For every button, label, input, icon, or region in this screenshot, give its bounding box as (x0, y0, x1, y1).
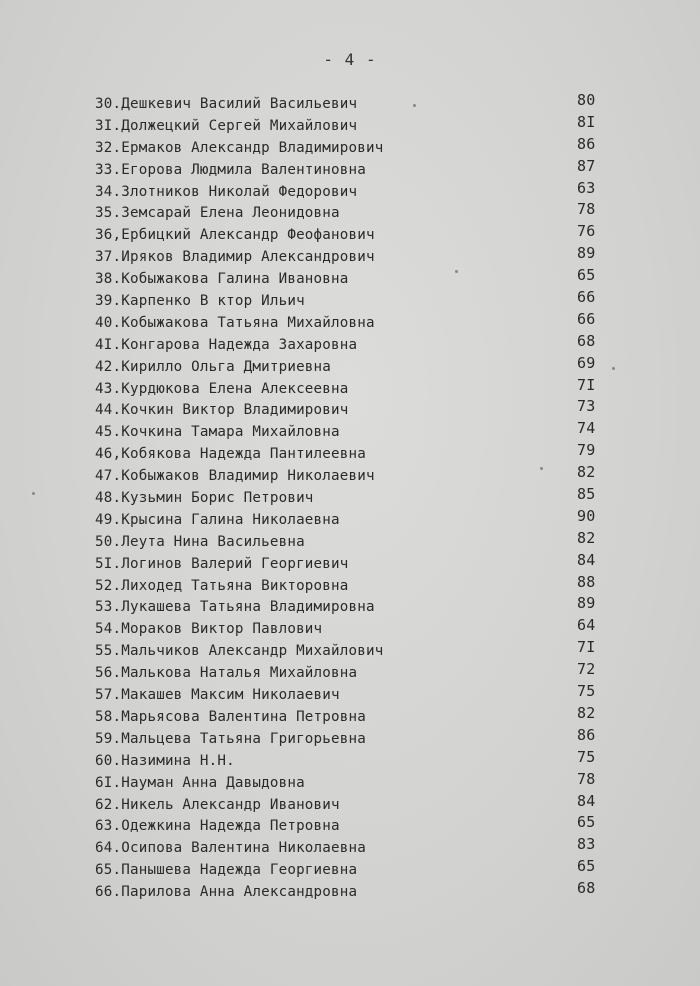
person-name: Кобякова Надежда Пантилеевна (121, 446, 366, 463)
score-value: 86 (577, 134, 596, 153)
score-value: 78 (577, 200, 596, 219)
item-number: 48. (95, 490, 122, 507)
list-item (95, 725, 615, 751)
list-item (95, 331, 615, 357)
score-value: 7I (577, 638, 596, 657)
item-number: 55. (95, 643, 122, 660)
list-item (95, 397, 615, 422)
list-item (95, 616, 615, 641)
list-item (95, 156, 615, 182)
score-value: 65 (577, 857, 596, 876)
list-item (95, 266, 615, 291)
list-item (95, 660, 615, 685)
list-item (95, 791, 615, 817)
list-item (95, 528, 615, 554)
person-name: Одежкина Надежда Петровна (121, 818, 340, 835)
person-name: Панышева Надежда Георгиевна (121, 862, 358, 879)
score-value: 73 (577, 397, 596, 416)
item-number: 49. (95, 511, 122, 528)
item-number: 36, (95, 227, 122, 244)
ink-speck (612, 367, 615, 370)
person-name: Ермаков Александр Владимирович (121, 139, 384, 156)
item-number: 57. (95, 687, 122, 704)
item-number: 65. (95, 862, 122, 879)
item-number: 30. (95, 96, 122, 112)
item-number: 42. (95, 358, 122, 375)
item-number: 46, (95, 446, 122, 463)
score-value: 84 (577, 550, 596, 569)
list-item (95, 309, 615, 335)
person-name: Злотников Николай Федорович (121, 183, 358, 200)
person-name: Егорова Людмила Валентиновна (121, 161, 366, 178)
person-name: Никель Александр Иванович (121, 796, 340, 813)
person-name: Кобыжакова Татьяна Михайловна (121, 314, 375, 331)
person-name: Леута Нина Васильевна (121, 533, 305, 550)
list-item (95, 134, 615, 160)
score-value: 80 (577, 91, 596, 109)
ink-speck (413, 104, 416, 107)
item-number: 52. (95, 577, 122, 594)
item-number: 37. (95, 249, 122, 266)
item-number: 33. (95, 161, 122, 178)
item-number: 39. (95, 293, 122, 310)
list-item (95, 835, 615, 860)
list-item (95, 485, 615, 510)
score-value: 74 (577, 419, 596, 438)
item-number: 54. (95, 621, 122, 638)
score-value: 82 (577, 528, 596, 547)
list-item (95, 353, 615, 379)
name-score-list (95, 91, 615, 904)
item-number: 58. (95, 708, 122, 725)
score-value: 69 (577, 353, 596, 372)
list-item (95, 375, 615, 401)
list-item (95, 703, 615, 729)
list-item (95, 463, 615, 488)
list-item (95, 879, 615, 904)
score-value: 89 (577, 244, 596, 263)
list-item (95, 769, 615, 795)
list-item (95, 572, 615, 598)
score-value: 84 (577, 791, 596, 810)
person-name: Назимина Н.Н. (121, 752, 235, 769)
person-name: Осипова Валентина Николаевна (121, 840, 366, 857)
item-number: 32. (95, 139, 122, 156)
score-value: 87 (577, 156, 596, 175)
score-value: 85 (577, 485, 596, 504)
item-number: 50. (95, 533, 122, 550)
score-value: 63 (577, 178, 596, 197)
person-name: Кочкин Виктор Владимирович (121, 402, 349, 419)
item-number: 34. (95, 183, 122, 200)
list-item (95, 178, 615, 204)
item-number: 44. (95, 402, 122, 419)
list-item (95, 813, 615, 838)
person-name: Карпенко В ктор Ильич (121, 293, 305, 310)
person-name: Марьясова Валентина Петровна (121, 708, 366, 725)
list-item (95, 441, 615, 466)
item-number: 3I. (95, 117, 122, 134)
person-name: Логинов Валерий Георгиевич (121, 555, 349, 572)
score-value: 7I (577, 375, 596, 394)
list-item (95, 91, 615, 116)
list-item (95, 682, 615, 707)
score-value: 79 (577, 441, 596, 460)
score-value: 68 (577, 879, 596, 898)
person-name: Кузьмин Борис Петрович (121, 490, 314, 507)
ink-speck (540, 467, 543, 470)
person-name: Конгарова Надежда Захаровна (121, 336, 358, 353)
item-number: 4I. (95, 336, 122, 353)
list-item (95, 550, 615, 576)
person-name: Земсарай Елена Леонидовна (121, 205, 340, 222)
item-number: 53. (95, 599, 122, 616)
person-name: Науман Анна Давыдовна (121, 774, 305, 791)
item-number: 60. (95, 752, 122, 769)
score-value: 88 (577, 572, 596, 591)
person-name: Кобыжаков Владимир Николаевич (121, 468, 375, 485)
score-value: 89 (577, 594, 596, 613)
person-name: Мораков Виктор Павлович (121, 621, 323, 638)
score-value: 78 (577, 769, 596, 788)
item-number: 45. (95, 424, 122, 441)
item-number: 47. (95, 468, 122, 485)
list-item (95, 506, 615, 532)
item-number: 5I. (95, 555, 122, 572)
list-item (95, 244, 615, 269)
item-number: 35. (95, 205, 122, 222)
person-name: Иряков Владимир Александрович (121, 249, 375, 266)
score-value: 66 (577, 288, 596, 307)
person-name: Дешкевич Василий Васильевич (121, 96, 358, 112)
score-value: 72 (577, 660, 596, 679)
score-value: 76 (577, 222, 596, 241)
page-number: - 4 - (323, 50, 377, 69)
score-value: 75 (577, 747, 596, 766)
person-name: Малькова Наталья Михайловна (121, 665, 358, 682)
person-name: Кочкина Тамара Михайловна (121, 424, 340, 441)
list-item (95, 419, 615, 444)
item-number: 66. (95, 884, 122, 901)
item-number: 43. (95, 380, 122, 397)
score-value: 65 (577, 266, 596, 285)
person-name: Крысина Галина Николаевна (121, 511, 340, 528)
person-name: Должецкий Сергей Михайлович (121, 117, 358, 134)
item-number: 40. (95, 314, 122, 331)
person-name: Макашев Максим Николаевич (121, 687, 340, 704)
list-item (95, 112, 615, 138)
list-item (95, 747, 615, 773)
score-value: 90 (577, 506, 596, 525)
person-name: Лиходед Татьяна Викторовна (121, 577, 349, 594)
person-name: Мальцева Татьяна Григорьевна (121, 730, 366, 747)
ink-speck (455, 270, 458, 273)
score-value: 8I (577, 112, 596, 131)
list-item (95, 857, 615, 882)
person-name: Ербицкий Александр Феофанович (121, 227, 375, 244)
person-name: Парилова Анна Александровна (121, 884, 358, 901)
list-item (95, 594, 615, 619)
score-value: 64 (577, 616, 596, 635)
score-value: 82 (577, 703, 596, 722)
list-item (95, 288, 615, 313)
item-number: 62. (95, 796, 122, 813)
item-number: 63. (95, 818, 122, 835)
score-value: 66 (577, 309, 596, 328)
score-value: 83 (577, 835, 596, 854)
list-item (95, 222, 615, 247)
person-name: Курдюкова Елена Алексеевна (121, 380, 349, 397)
score-value: 86 (577, 725, 596, 744)
item-number: 6I. (95, 774, 122, 791)
score-value: 65 (577, 813, 596, 832)
person-name: Кирилло Ольга Дмитриевна (121, 358, 332, 375)
score-value: 68 (577, 331, 596, 350)
person-name: Мальчиков Александр Михайлович (121, 643, 384, 660)
person-name: Кобыжакова Галина Ивановна (121, 271, 349, 288)
item-number: 59. (95, 730, 122, 747)
person-name: Лукашева Татьяна Владимировна (121, 599, 375, 616)
score-value: 75 (577, 682, 596, 701)
list-item (95, 638, 615, 663)
ink-speck (32, 492, 35, 495)
list-item (95, 200, 615, 225)
item-number: 38. (95, 271, 122, 288)
item-number: 56. (95, 665, 122, 682)
item-number: 64. (95, 840, 122, 857)
score-value: 82 (577, 463, 596, 482)
